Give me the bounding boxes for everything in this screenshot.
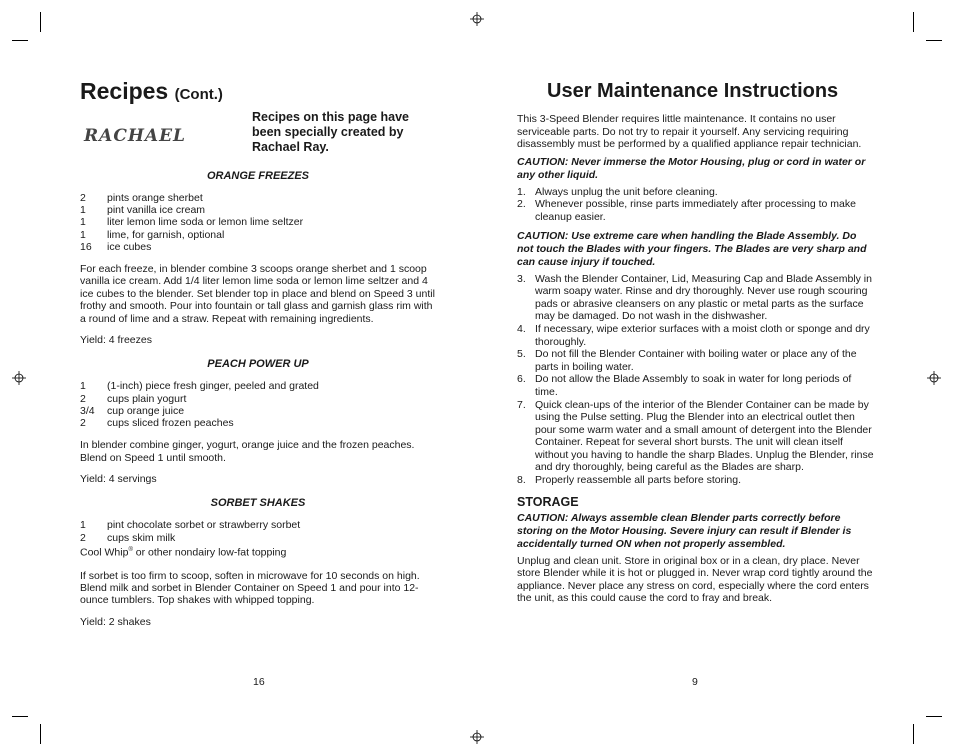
recipe-title: SORBET SHAKES	[210, 497, 306, 510]
list-item: 8. Properly reassemble all parts before storing.	[517, 474, 742, 487]
recipe-title: PEACH POWER UP	[207, 358, 309, 371]
ingredient-row: 1 pint vanilla ice cream	[80, 204, 206, 217]
page-number-left: 16	[253, 676, 265, 688]
ingredient-row: 16 ice cubes	[80, 240, 152, 253]
ingredient-row: 3/4 cup orange juice	[80, 404, 185, 417]
list-item: 1. Always unplug the unit before cleaning.	[517, 185, 718, 198]
cleaning-steps	[517, 186, 875, 224]
list-item: 7. Quick clean-ups of the interior of the Blender Container can be made by using the Pulse setting. Plug the Blender into an electrical outlet then pour some warm water and a small amount of detergent into the Blender Container. Repeat for several short bursts. The unit will clean itself without you having to handle the sharp Blades. Unplug the Blender, rinse and dry thoroughly, being careful as the Blades are sharp.	[517, 398, 874, 474]
ingredient-row: 1 pint chocolate sorbet or strawberry sorbet	[80, 519, 301, 532]
ingredient-row: Cool Whip® or other nondairy low-fat topping	[80, 546, 287, 559]
caution-immerse: CAUTION: Never immerse the Motor Housing, plug or cord in water or any other liquid.	[517, 155, 866, 181]
list-item: 4. If necessary, wipe exterior surfaces with a moist cloth or sponge and dry thoroughly.	[517, 322, 870, 348]
registration-mark-icon	[470, 12, 484, 26]
storage-heading: STORAGE	[517, 494, 579, 509]
recipe-orange-freezes	[80, 170, 436, 346]
recipes-intro: Recipes on this page have been specially created by Rachael Ray.	[252, 110, 409, 154]
left-page	[80, 78, 436, 628]
ingredient-row: 1 liter lemon lime soda or lemon lime seltzer	[80, 216, 304, 229]
registration-mark-icon	[927, 371, 941, 385]
crop-mark	[12, 716, 28, 717]
ingredient-list	[80, 519, 436, 558]
ingredient-row: 2 cups sliced frozen peaches	[80, 417, 234, 430]
ingredient-row: 2 cups skim milk	[80, 531, 176, 544]
list-item: 2. Whenever possible, rinse parts immediately after processing to make cleanup easier.	[517, 198, 856, 223]
title-suffix: (Cont.)	[174, 86, 223, 103]
recipe-yield: Yield: 4 servings	[80, 473, 157, 486]
page-title: Recipes (Cont.)	[80, 78, 223, 104]
recipe-directions: In blender combine ginger, yogurt, orange juice and the frozen peaches. Blend on Speed 1 until smooth.	[80, 439, 415, 464]
page-title: User Maintenance Instructions	[547, 80, 839, 102]
crop-mark	[913, 724, 914, 744]
crop-mark	[40, 12, 41, 32]
caution-storage: CAUTION: Always assemble clean Blender parts correctly before storing on the Motor Housing. Severe injury can result if Blender is accidentally turned ON when not properly assembled.	[517, 511, 852, 550]
ingredient-row: 1 lime, for garnish, optional	[80, 228, 225, 241]
storage-text: Unplug and clean unit. Store in original box or in a clean, dry place. Never store Blender while it is hot or plugged in. Never wrap cord tightly around the appliance. Never place any stress on cord, especially where the cord enters the unit, as this could cause the cord to fray and break.	[517, 554, 873, 605]
crop-mark	[40, 724, 41, 744]
crop-mark	[926, 40, 942, 41]
cleaning-steps	[517, 273, 875, 487]
crop-mark	[12, 40, 28, 41]
right-page	[517, 78, 875, 610]
registration-mark-icon	[470, 730, 484, 744]
maintenance-intro: This 3-Speed Blender requires little maintenance. It contains no user serviceable parts. Do not try to repair it yourself. Any servicing requiring disassembly must be performed by a qualified appliance repair technician.	[517, 113, 862, 151]
crop-mark	[926, 716, 942, 717]
crop-mark	[913, 12, 914, 32]
list-item: 3. Wash the Blender Container, Lid, Measuring Cap and Blade Assembly in warm soapy water. Rinse and dry thoroughly. Never use rough scouring pads or abrasive cleansers on any plastic or metal parts as the surface may be damaged. Do not wash in the dishwasher.	[517, 272, 872, 323]
recipe-directions: For each freeze, in blender combine 3 scoops orange sherbet and 1 scoop vanilla ice cream. Add 1/4 liter lemon lime soda or lemon lime seltzer and 4 ice cubes to the blender. Set blender top in place and blend on Speed 3 until frothy and smooth. Pour into fountain or tall glass and garnish glass rim with a round of lime and a straw. Repeat with remaining ingredients.	[80, 263, 435, 325]
ingredient-row: 2 pints orange sherbet	[80, 192, 203, 204]
registration-mark-icon	[12, 371, 26, 385]
recipe-directions: If sorbet is too firm to scoop, soften in microwave for 10 seconds on high. Blend milk and sorbet in Blender Container on Speed 1 and pour into 12-ounce tumblers. Top shakes with whipped topping.	[80, 569, 420, 607]
recipe-peach-power-up	[80, 358, 436, 485]
recipe-yield: Yield: 2 shakes	[80, 615, 151, 628]
caution-blades: CAUTION: Use extreme care when handling the Blade Assembly. Do not touch the Blades with your fingers. The Blades are very sharp and can cause injury if touched.	[517, 229, 867, 268]
ingredient-list	[80, 380, 436, 429]
list-item: 6. Do not allow the Blade Assembly to soak in water for long periods of time.	[517, 373, 852, 398]
recipe-sorbet-shakes	[80, 497, 436, 628]
recipe-title: ORANGE FREEZES	[206, 170, 310, 182]
page-number-right: 9	[692, 676, 698, 688]
ingredient-row: 1 (1-inch) piece fresh ginger, peeled and grated	[80, 380, 319, 393]
rachael-ray-logo: RACHAEL	[84, 126, 187, 146]
list-item: 5. Do not fill the Blender Container with boiling water or place any of the parts in boiling water.	[517, 348, 857, 373]
rachael-ray-header	[80, 110, 436, 156]
ingredient-list	[80, 192, 436, 253]
recipe-yield: Yield: 4 freezes	[80, 334, 152, 347]
ingredient-row: 2 cups plain yogurt	[80, 392, 187, 405]
